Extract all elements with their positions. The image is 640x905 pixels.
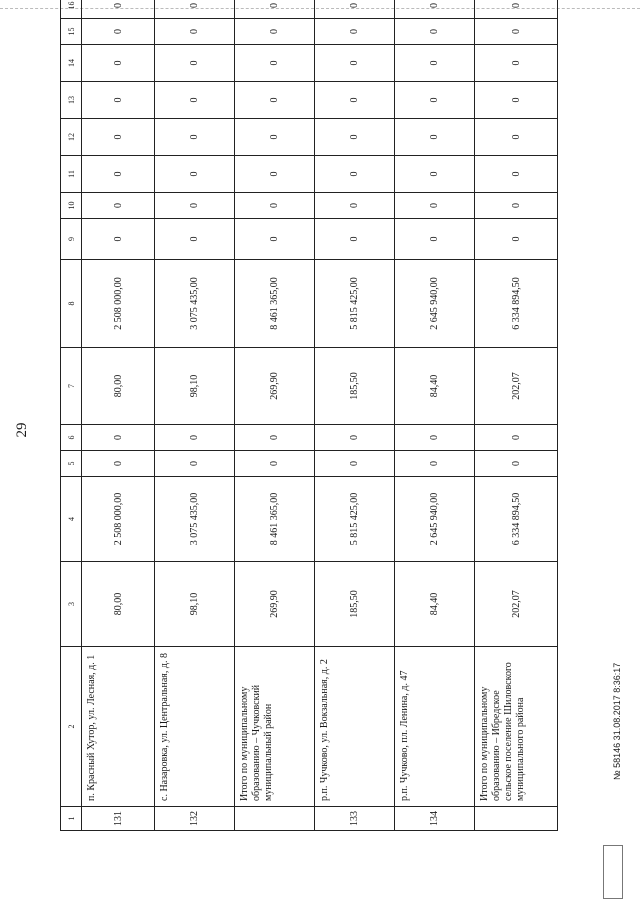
value-cell: 0	[475, 19, 558, 45]
value-cell: 269,90	[235, 562, 315, 647]
value-cell: 0	[475, 451, 558, 477]
table-row	[155, 0, 235, 831]
value-cell: 0	[82, 0, 155, 19]
value-cell: 0	[235, 45, 315, 82]
col-header: 4	[61, 477, 82, 562]
object-name-cell: п. Красный Хутор, ул. Лесная, д. 1	[82, 647, 155, 807]
value-cell: 3 075 435,00	[155, 477, 235, 562]
table-row	[235, 0, 315, 831]
row-number-cell: 133	[315, 807, 395, 831]
value-cell: 0	[315, 193, 395, 219]
value-cell: 0	[155, 451, 235, 477]
value-cell: 8 461 365,00	[235, 477, 315, 562]
value-cell: 0	[475, 82, 558, 119]
object-name-cell: с. Назаровка, ул. Центральная, д. 8	[155, 647, 235, 807]
value-cell: 0	[82, 119, 155, 156]
value-cell: 185,50	[315, 348, 395, 425]
value-cell: 0	[82, 451, 155, 477]
value-cell: 0	[155, 45, 235, 82]
value-cell: 0	[155, 82, 235, 119]
value-cell: 185,50	[315, 562, 395, 647]
col-header: 12	[61, 119, 82, 156]
value-cell: 0	[395, 193, 475, 219]
col-header: 7	[61, 348, 82, 425]
value-cell: 0	[82, 219, 155, 260]
value-cell: 0	[155, 156, 235, 193]
value-cell: 0	[82, 425, 155, 451]
col-header: 1	[61, 807, 82, 831]
value-cell: 6 334 894,50	[475, 260, 558, 348]
value-cell: 0	[395, 82, 475, 119]
row-number-cell: 132	[155, 807, 235, 831]
value-cell: 0	[315, 156, 395, 193]
col-header: 16	[61, 0, 82, 19]
registration-stamp-icon	[603, 845, 623, 899]
value-cell: 6 334 894,50	[475, 477, 558, 562]
value-cell: 0	[395, 19, 475, 45]
col-header: 11	[61, 156, 82, 193]
value-cell: 84,40	[395, 348, 475, 425]
value-cell: 0	[475, 193, 558, 219]
value-cell: 0	[395, 0, 475, 19]
value-cell: 84,40	[395, 562, 475, 647]
value-cell: 202,07	[475, 562, 558, 647]
col-header: 3	[61, 562, 82, 647]
value-cell: 0	[315, 425, 395, 451]
value-cell: 0	[315, 119, 395, 156]
object-name-cell: Итого по муниципальному образованию – Чучковский муниципальный район	[235, 647, 315, 807]
value-cell: 202,07	[475, 348, 558, 425]
value-cell: 80,00	[82, 348, 155, 425]
table-row	[475, 0, 558, 831]
col-header: 9	[61, 219, 82, 260]
row-number-cell: 131	[82, 807, 155, 831]
value-cell: 0	[235, 119, 315, 156]
object-name-cell: р.п. Чучково, ул. Вокзальная, д. 2	[315, 647, 395, 807]
row-number-cell	[235, 807, 315, 831]
data-table-rotated	[60, 1, 538, 831]
col-header: 13	[61, 82, 82, 119]
value-cell: 0	[82, 19, 155, 45]
value-cell: 0	[155, 19, 235, 45]
col-header: 15	[61, 19, 82, 45]
value-cell: 5 815 425,00	[315, 477, 395, 562]
value-cell: 269,90	[235, 348, 315, 425]
value-cell: 5 815 425,00	[315, 260, 395, 348]
value-cell: 0	[155, 119, 235, 156]
footer-stamp-text: № 58146 31.08.2017 8:36:17	[612, 662, 622, 780]
data-table	[60, 0, 558, 831]
value-cell: 0	[235, 451, 315, 477]
object-name-cell: р.п. Чучково, пл. Ленина, д. 47	[395, 647, 475, 807]
value-cell: 0	[235, 219, 315, 260]
header-row	[61, 0, 82, 831]
value-cell: 0	[155, 0, 235, 19]
col-header: 6	[61, 425, 82, 451]
value-cell: 0	[475, 119, 558, 156]
value-cell: 0	[315, 0, 395, 19]
row-number-cell: 134	[395, 807, 475, 831]
value-cell: 0	[82, 156, 155, 193]
col-header: 14	[61, 45, 82, 82]
value-cell: 0	[155, 193, 235, 219]
value-cell: 0	[235, 82, 315, 119]
value-cell: 0	[235, 0, 315, 19]
value-cell: 0	[475, 156, 558, 193]
value-cell: 0	[82, 82, 155, 119]
value-cell: 98,10	[155, 348, 235, 425]
value-cell: 0	[395, 45, 475, 82]
value-cell: 0	[235, 19, 315, 45]
table-row	[395, 0, 475, 831]
value-cell: 80,00	[82, 562, 155, 647]
value-cell: 0	[235, 156, 315, 193]
value-cell: 0	[315, 219, 395, 260]
value-cell: 0	[315, 82, 395, 119]
col-header: 2	[61, 647, 82, 807]
value-cell: 3 075 435,00	[155, 260, 235, 348]
value-cell: 2 508 000,00	[82, 260, 155, 348]
value-cell: 0	[395, 425, 475, 451]
value-cell: 0	[475, 425, 558, 451]
value-cell: 0	[82, 45, 155, 82]
page-number: 29	[14, 422, 30, 438]
value-cell: 0	[395, 451, 475, 477]
col-header: 10	[61, 193, 82, 219]
value-cell: 2 508 000,00	[82, 477, 155, 562]
row-number-cell	[475, 807, 558, 831]
value-cell: 0	[475, 0, 558, 19]
object-name-cell: Итого по муниципальному образованию – Ибредское сельское поселение Шиловского муниципального района	[475, 647, 558, 807]
value-cell: 0	[235, 193, 315, 219]
value-cell: 8 461 365,00	[235, 260, 315, 348]
value-cell: 0	[395, 119, 475, 156]
table-row	[82, 0, 155, 831]
value-cell: 0	[315, 451, 395, 477]
value-cell: 0	[475, 45, 558, 82]
value-cell: 0	[82, 193, 155, 219]
value-cell: 0	[155, 425, 235, 451]
value-cell: 0	[395, 156, 475, 193]
value-cell: 2 645 940,00	[395, 477, 475, 562]
value-cell: 0	[315, 45, 395, 82]
value-cell: 2 645 940,00	[395, 260, 475, 348]
col-header: 5	[61, 451, 82, 477]
value-cell: 0	[395, 219, 475, 260]
col-header: 8	[61, 260, 82, 348]
value-cell: 0	[235, 425, 315, 451]
value-cell: 0	[155, 219, 235, 260]
value-cell: 98,10	[155, 562, 235, 647]
value-cell: 0	[315, 19, 395, 45]
value-cell: 0	[475, 219, 558, 260]
table-row	[315, 0, 395, 831]
